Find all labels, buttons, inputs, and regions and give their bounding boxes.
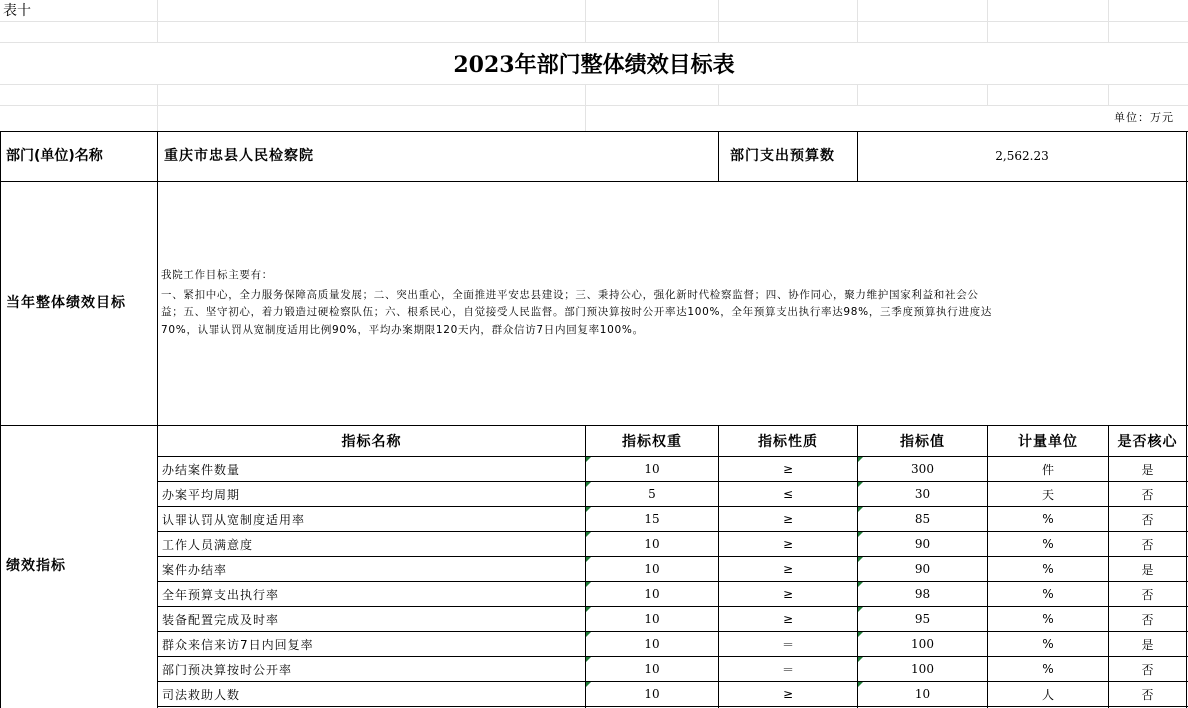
row-name: 司法救助人数 xyxy=(162,687,241,702)
row-value: 85 xyxy=(914,512,931,526)
cell-marker-icon xyxy=(586,457,591,462)
row-core: 否 xyxy=(1141,512,1154,527)
cell-marker-icon xyxy=(858,657,863,662)
row-name: 装备配置完成及时率 xyxy=(162,612,280,627)
cell-marker-icon xyxy=(586,507,591,512)
row-weight: 10 xyxy=(644,462,660,476)
row-nature: ≥ xyxy=(782,462,794,476)
cell-marker-icon xyxy=(858,482,863,487)
row-nature: ≥ xyxy=(782,562,794,576)
row-value: 10 xyxy=(914,687,931,701)
cell-marker-icon xyxy=(586,657,591,662)
row-unit: % xyxy=(1042,562,1054,576)
row-value: 100 xyxy=(911,637,934,651)
row-value: 90 xyxy=(914,562,931,576)
unit-note: 单位：万元 xyxy=(1114,111,1174,124)
row-name: 部门预决算按时公开率 xyxy=(162,662,293,677)
cell-marker-icon xyxy=(858,457,863,462)
cell-marker-icon xyxy=(858,607,863,612)
goal-line-3: 益；五、坚守初心，着力锻造过硬检察队伍；六、根系民心，自觉接受人民监督。部门预决算按时公开率达100%，全年预算支出执行率达98%，三季度预算执行进度达 xyxy=(161,306,993,318)
row-core: 否 xyxy=(1141,662,1154,677)
row-value: 30 xyxy=(914,487,931,501)
cell-marker-icon xyxy=(858,532,863,537)
cell-marker-icon xyxy=(586,682,591,687)
cell-marker-icon xyxy=(858,632,863,637)
row-weight: 10 xyxy=(644,612,660,626)
row-weight: 10 xyxy=(644,537,660,551)
row-nature: ＝ xyxy=(781,637,794,652)
row-value: 90 xyxy=(914,537,931,551)
row-name: 工作人员满意度 xyxy=(162,537,254,552)
row-unit: % xyxy=(1042,537,1054,551)
row-core: 是 xyxy=(1141,562,1154,577)
budget-value: 2,562.23 xyxy=(995,149,1049,163)
row-nature: ≥ xyxy=(782,512,794,526)
row-unit: 天 xyxy=(1041,487,1054,502)
col-header-name: 指标名称 xyxy=(341,434,402,450)
row-unit: 人 xyxy=(1041,687,1054,702)
row-unit: % xyxy=(1042,612,1054,626)
cell-marker-icon xyxy=(586,582,591,587)
dept-name: 重庆市忠县人民检察院 xyxy=(164,148,314,164)
row-core: 否 xyxy=(1141,612,1154,627)
row-weight: 15 xyxy=(644,512,660,526)
cell-marker-icon xyxy=(858,507,863,512)
row-weight: 5 xyxy=(648,487,656,501)
sheet-label: 表十 xyxy=(3,3,31,19)
row-unit: 件 xyxy=(1041,462,1054,477)
cell-marker-icon xyxy=(586,632,591,637)
row-core: 是 xyxy=(1141,637,1154,652)
row-nature: ≥ xyxy=(782,587,794,601)
row-core: 否 xyxy=(1141,587,1154,602)
row-name: 办案平均周期 xyxy=(162,487,241,502)
row-nature: ＝ xyxy=(781,662,794,677)
cell-marker-icon xyxy=(586,607,591,612)
row-nature: ≥ xyxy=(782,687,794,701)
cell-marker-icon xyxy=(858,582,863,587)
row-unit: % xyxy=(1042,587,1054,601)
cell-marker-icon xyxy=(858,682,863,687)
row-name: 群众来信来访7日内回复率 xyxy=(162,637,314,652)
row-name: 全年预算支出执行率 xyxy=(162,587,280,602)
row-weight: 10 xyxy=(644,637,660,651)
row-name: 认罪认罚从宽制度适用率 xyxy=(162,512,306,527)
cell-marker-icon xyxy=(586,532,591,537)
goal-line-2: 一、紧扣中心，全力服务保障高质量发展；二、突出重心，全面推进平安忠县建设；三、秉持公心，强化新时代检察监督；四、协作同心，聚力维护国家利益和社会公 xyxy=(161,289,979,301)
row-core: 否 xyxy=(1141,537,1154,552)
row-unit: % xyxy=(1042,512,1054,526)
goal-label: 当年整体绩效目标 xyxy=(6,295,126,311)
row-unit: % xyxy=(1042,662,1054,676)
row-value: 300 xyxy=(911,462,934,476)
budget-label: 部门支出预算数 xyxy=(730,148,835,164)
page-title: 2023年部门整体绩效目标表 xyxy=(453,51,735,78)
goal-line-1: 我院工作目标主要有： xyxy=(161,269,273,281)
col-header-weight: 指标权重 xyxy=(622,434,682,450)
row-nature: ≥ xyxy=(782,612,794,626)
row-core: 否 xyxy=(1141,487,1154,502)
row-nature: ≤ xyxy=(782,487,794,501)
col-header-value: 指标值 xyxy=(900,434,945,450)
cell-marker-icon xyxy=(858,557,863,562)
row-value: 95 xyxy=(914,612,931,626)
goal-line-4: 70%，认罪认罚从宽制度适用比例90%，平均办案期限120天内，群众信访7日内回复率100%。 xyxy=(161,324,644,336)
row-unit: % xyxy=(1042,637,1054,651)
cell-marker-icon xyxy=(586,557,591,562)
row-name: 办结案件数量 xyxy=(162,462,241,477)
row-core: 否 xyxy=(1141,687,1154,702)
col-header-unit: 计量单位 xyxy=(1018,434,1078,450)
row-weight: 10 xyxy=(644,662,660,676)
row-core: 是 xyxy=(1141,462,1154,477)
col-header-core: 是否核心 xyxy=(1117,434,1178,450)
row-weight: 10 xyxy=(644,562,660,576)
row-weight: 10 xyxy=(644,587,660,601)
row-nature: ≥ xyxy=(782,537,794,551)
indicator-section-label: 绩效指标 xyxy=(6,558,66,574)
col-header-nature: 指标性质 xyxy=(758,434,818,450)
dept-label: 部门(单位)名称 xyxy=(6,148,103,164)
row-value: 100 xyxy=(911,662,934,676)
row-value: 98 xyxy=(914,587,931,601)
cell-marker-icon xyxy=(586,482,591,487)
row-name: 案件办结率 xyxy=(162,562,228,577)
row-weight: 10 xyxy=(644,687,660,701)
